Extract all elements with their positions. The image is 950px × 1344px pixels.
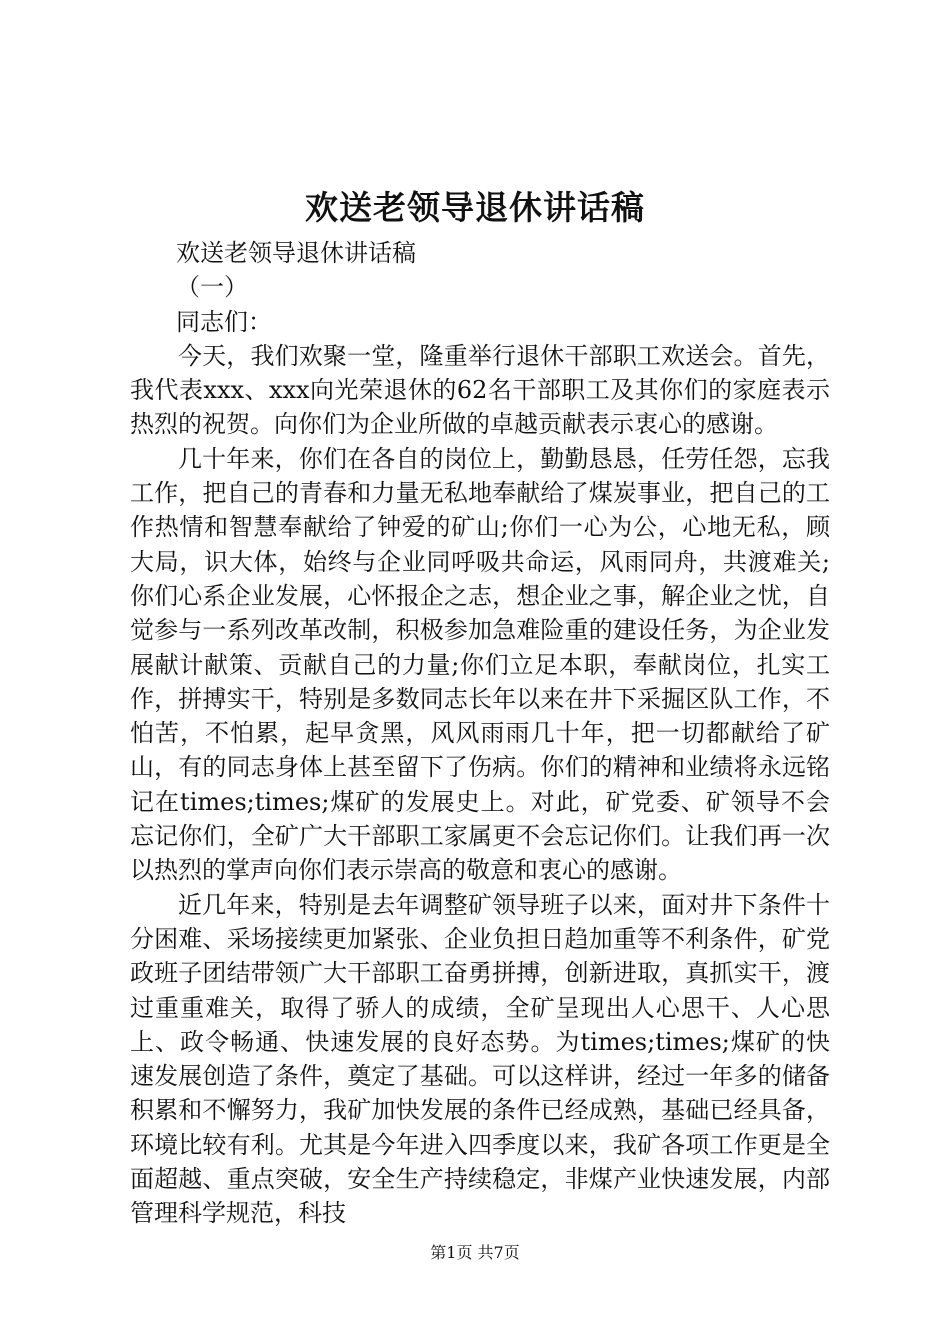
salutation: 同志们： — [176, 307, 272, 336]
document-title: 欢送老领导退休讲话稿 — [305, 188, 645, 227]
page-footer: 第1页 共7页 — [430, 1243, 520, 1262]
paragraph: 近几年来，特别是去年调整矿领导班子以来，面对井下条件十分困难、采场接续更加紧张、企业负担日趋加重等不利条件，矿党政班子团结带领广大干部职工奋勇拼搏，创新进取，真抓实干，渡过重重难关，取得了骄人的成绩，全矿呈现出人心思干、人心思上、政令畅通、快速发展的良好态势。为times;times;煤矿的快速发展创造了条件，奠定了基础。可以这样讲，经过一年多的储备积累和不懈努力，我矿加快发展的条件已经成熟，基础已经具备，环境比较有利。尤其是今年进入四季度以来，我矿各项工作更是全面超越、重点突破，安全生产持续稳定，非煤产业快速发展，内部管理科学规范，科技 — [130, 890, 830, 1228]
document-body — [130, 236, 830, 1231]
paragraph: 今天，我们欢聚一堂，隆重举行退休干部职工欢送会。首先，我代表xxx、xxx向光荣退休的62名干部职工及其你们的家庭表示热烈的祝贺。向你们为企业所做的卓越贡献表示衷心的感谢。 — [130, 341, 830, 439]
subtitle-line: 欢送老领导退休讲话稿 — [176, 239, 416, 267]
section-number: （一） — [176, 273, 248, 302]
paragraph: 几十年来，你们在各自的岗位上，勤勤恳恳，任劳任怨，忘我工作，把自己的青春和力量无私地奉献给了煤炭事业，把自己的工作热情和智慧奉献给了钟爱的矿山;你们一心为公，心地无私，顾大局，识大体，始终与企业同呼吸共命运，风雨同舟，共渡难关;你们心系企业发展，心怀报企之志，想企业之事，解企业之忧，自觉参与一系列改革改制，积极参加急难险重的建设任务，为企业发展献计献策、贡献自己的力量;你们立足本职，奉献岗位，扎实工作，拼搏实干，特别是多数同志长年以来在井下采掘区队工作，不怕苦，不怕累，起早贪黑，风风雨雨几十年，把一切都献给了矿山，有的同志身体上甚至留下了伤病。你们的精神和业绩将永远铭记在times;times;煤矿的发展史上。对此，矿党委、矿领导不会忘记你们，全矿广大干部职工家属更不会忘记你们。让我们再一次以热烈的掌声向你们表示崇高的敬意和衷心的感谢。 — [130, 444, 830, 885]
